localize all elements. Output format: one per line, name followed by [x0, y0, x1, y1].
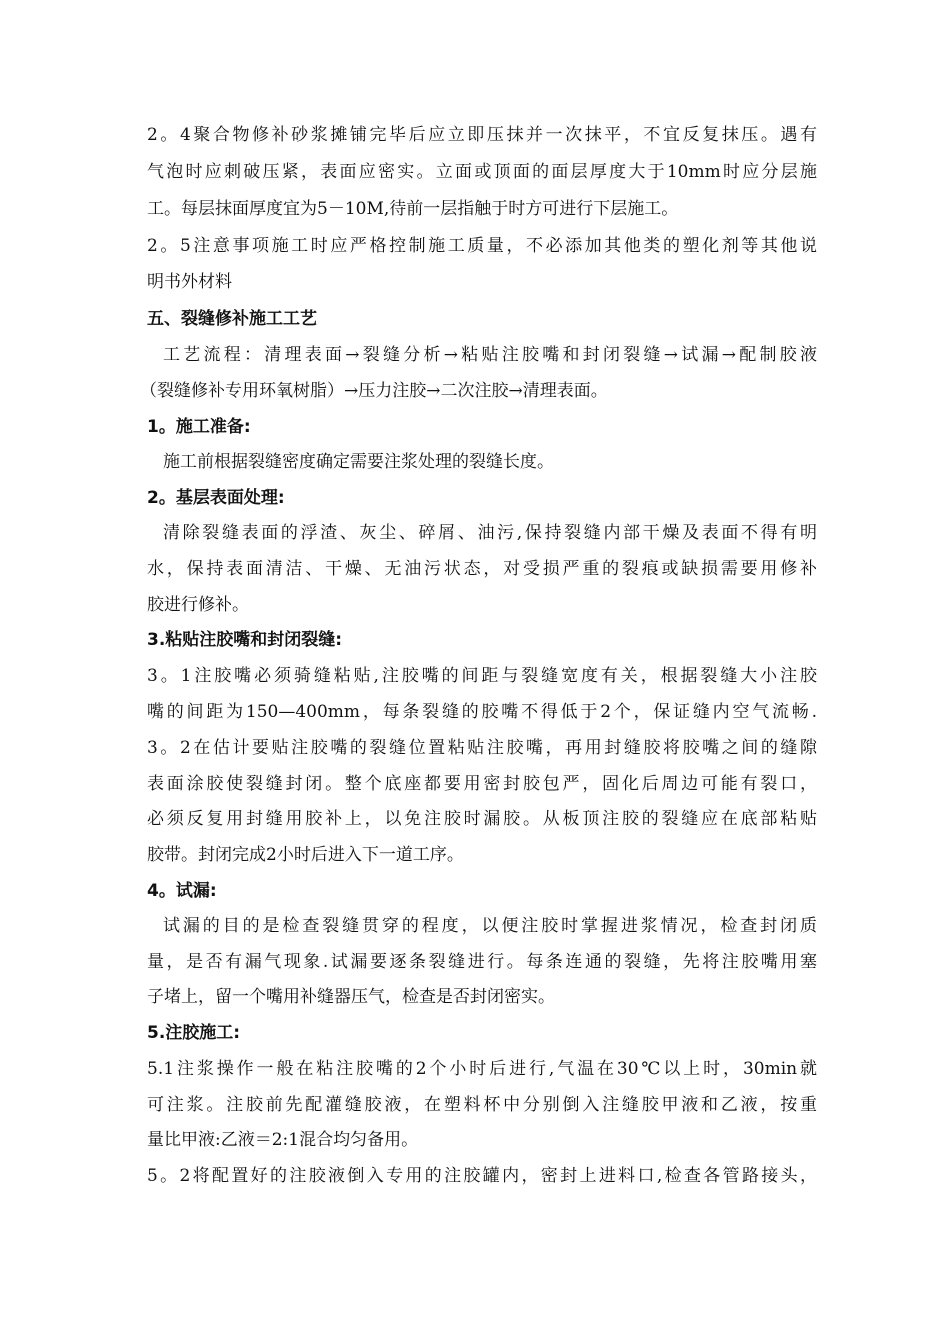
- paragraph-line: 气泡时应刺破压紧，表面应密实。立面或顶面的面层厚度大于10mm时应分层施: [147, 162, 817, 182]
- paragraph-line: 胶带。封闭完成2小时后进入下一道工序。: [147, 845, 464, 865]
- paragraph-line: 清除裂缝表面的浮渣、灰尘、碎屑、油污,保持裂缝内部干燥及表面不得有明: [163, 523, 817, 543]
- paragraph-line: （裂缝修补专用环氧树脂）→压力注胶→二次注胶→清理表面。: [140, 381, 608, 401]
- paragraph-line: 子堵上，留一个嘴用补缝器压气，检查是否封闭密实。: [147, 987, 555, 1007]
- paragraph-line: 5。2将配置好的注胶液倒入专用的注胶罐内，密封上进料口,检查各管路接头，: [147, 1166, 817, 1186]
- paragraph-line: 3。2在估计要贴注胶嘴的裂缝位置粘贴注胶嘴，再用封缝胶将胶嘴之间的缝隙: [147, 738, 817, 758]
- paragraph-line: 工。每层抹面厚度宜为5－10M,待前一层指触于时方可进行下层施工。: [147, 199, 679, 219]
- paragraph-line: 施工前根据裂缝密度确定需要注浆处理的裂缝长度。: [163, 452, 554, 472]
- paragraph-line: 试漏的目的是检查裂缝贯穿的程度，以便注胶时掌握进浆情况，检查封闭质: [163, 916, 817, 936]
- paragraph-line: 可注浆。注胶前先配灌缝胶液，在塑料杯中分别倒入注缝胶甲液和乙液，按重: [147, 1095, 817, 1115]
- paragraph-line: 明书外材料: [147, 272, 232, 292]
- paragraph-line: 5.1注浆操作一般在粘注胶嘴的2个小时后进行,气温在30℃以上时，30min就: [147, 1059, 817, 1079]
- paragraph-line: 工艺流程：清理表面→裂缝分析→粘贴注胶嘴和封闭裂缝→试漏→配制胶液: [163, 345, 817, 365]
- paragraph-line: 3。1注胶嘴必须骑缝粘贴,注胶嘴的间距与裂缝宽度有关，根据裂缝大小注胶: [147, 666, 817, 686]
- paragraph-line: 量比甲液:乙液＝2:1混合均匀备用。: [147, 1130, 419, 1150]
- paragraph-line: 2。4聚合物修补砂浆摊铺完毕后应立即压抹并一次抹平，不宜反复抹压。遇有: [147, 125, 817, 145]
- subsection-heading: 3.粘贴注胶嘴和封闭裂缝:: [147, 630, 343, 650]
- subsection-heading: 4。试漏:: [147, 881, 217, 901]
- subsection-heading: 2。基层表面处理:: [147, 488, 285, 508]
- paragraph-line: 胶进行修补。: [147, 595, 249, 615]
- paragraph-line: 水，保持表面清洁、干燥、无油污状态，对受损严重的裂痕或缺损需要用修补: [147, 559, 817, 579]
- paragraph-line: 表面涂胶使裂缝封闭。整个底座都要用密封胶包严，固化后周边可能有裂口，: [147, 774, 817, 794]
- section-heading: 五、裂缝修补施工工艺: [147, 309, 317, 329]
- paragraph-line: 嘴的间距为150—400mm，每条裂缝的胶嘴不得低于2个，保证缝内空气流畅.: [147, 702, 817, 722]
- paragraph-line: 2。5注意事项施工时应严格控制施工质量，不必添加其他类的塑化剂等其他说: [147, 236, 817, 256]
- subsection-heading: 1。施工准备:: [147, 417, 251, 437]
- subsection-heading: 5.注胶施工:: [147, 1023, 241, 1043]
- paragraph-line: 量，是否有漏气现象.试漏要逐条裂缝进行。每条连通的裂缝，先将注胶嘴用塞: [147, 952, 817, 972]
- paragraph-line: 必须反复用封缝用胶补上，以免注胶时漏胶。从板顶注胶的裂缝应在底部粘贴: [147, 809, 817, 829]
